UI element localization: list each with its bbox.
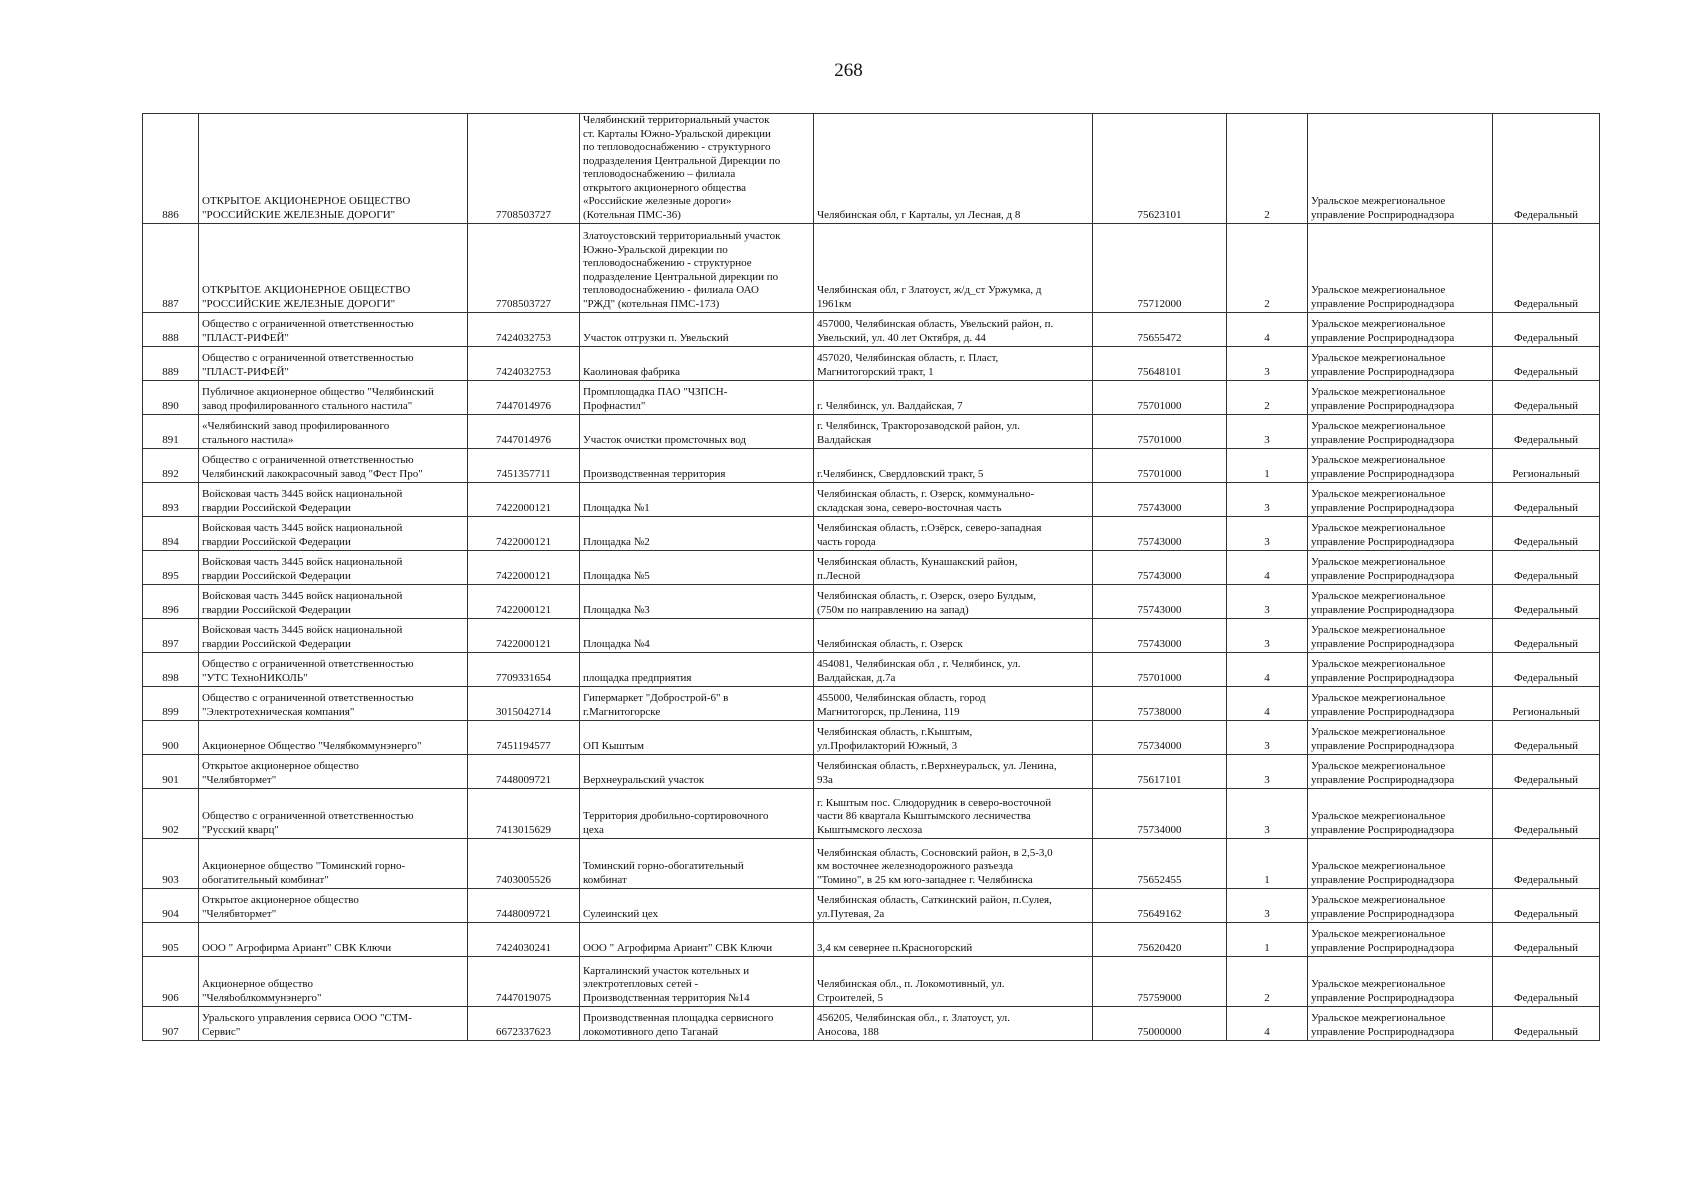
organization-name: Публичное акционерное общество "Челябинский завод профилированного стального настила"	[199, 381, 468, 415]
oktmo-code: 75652455	[1093, 839, 1227, 889]
row-number: 907	[143, 1007, 199, 1041]
organization-name: Открытое акционерное общество "Челябвтормет"	[199, 889, 468, 923]
object-name: Площадка №1	[580, 483, 814, 517]
risk-category: 3	[1227, 619, 1308, 653]
row-number: 890	[143, 381, 199, 415]
risk-category: 2	[1227, 381, 1308, 415]
table-row	[143, 517, 1600, 551]
organization-name: Войсковая часть 3445 войск национальной гвардии Российской Федерации	[199, 585, 468, 619]
table-row	[143, 923, 1600, 957]
oktmo-code: 75734000	[1093, 789, 1227, 839]
row-number: 891	[143, 415, 199, 449]
object-name: Площадка №2	[580, 517, 814, 551]
organization-name: Акционерное общество "Челяboблкоммунэнерго"	[199, 957, 468, 1007]
row-number: 892	[143, 449, 199, 483]
supervising-authority: Уральское межрегиональное управление Росприроднадзора	[1308, 585, 1493, 619]
oktmo-code: 75743000	[1093, 551, 1227, 585]
risk-category: 2	[1227, 957, 1308, 1007]
supervising-authority: Уральское межрегиональное управление Росприроднадзора	[1308, 839, 1493, 889]
oktmo-code: 75617101	[1093, 755, 1227, 789]
row-number: 901	[143, 755, 199, 789]
supervision-level: Федеральный	[1493, 923, 1600, 957]
organization-name: Общество с ограниченной ответственностью "Электротехническая компания"	[199, 687, 468, 721]
object-name: Территория дробильно-сортировочного цеха	[580, 789, 814, 839]
organization-name: Общество с ограниченной ответственностью "УТС ТехноНИКОЛЬ"	[199, 653, 468, 687]
oktmo-code: 75743000	[1093, 619, 1227, 653]
inn-value: 3015042714	[468, 687, 580, 721]
inn-value: 7422000121	[468, 483, 580, 517]
object-address: Челябинская область, г. Озерск	[814, 619, 1093, 653]
risk-category: 3	[1227, 347, 1308, 381]
table-row	[143, 114, 1600, 224]
supervision-level: Федеральный	[1493, 381, 1600, 415]
organization-name: ОТКРЫТОЕ АКЦИОНЕРНОЕ ОБЩЕСТВО "РОССИЙСКИЕ ЖЕЛЕЗНЫЕ ДОРОГИ"	[199, 114, 468, 224]
risk-category: 3	[1227, 517, 1308, 551]
organization-name: Уральского управления сервиса ООО "СТМ- Сервис"	[199, 1007, 468, 1041]
supervising-authority: Уральское межрегиональное управление Росприроднадзора	[1308, 1007, 1493, 1041]
object-name: Участок очистки промсточных вод	[580, 415, 814, 449]
inn-value: 7403005526	[468, 839, 580, 889]
organization-name: ООО " Агрофирма Ариант" СВК Ключи	[199, 923, 468, 957]
supervising-authority: Уральское межрегиональное управление Росприроднадзора	[1308, 381, 1493, 415]
object-address: 457000, Челябинская область, Увельский район, п. Увельский, ул. 40 лет Октября, д. 44	[814, 313, 1093, 347]
supervision-level: Федеральный	[1493, 755, 1600, 789]
row-number: 898	[143, 653, 199, 687]
object-address: Челябинская область, Саткинский район, п.Сулея, ул.Путевая, 2а	[814, 889, 1093, 923]
supervision-level: Федеральный	[1493, 114, 1600, 224]
object-address: 455000, Челябинская область, город Магнитогорск, пр.Ленина, 119	[814, 687, 1093, 721]
supervision-level: Федеральный	[1493, 653, 1600, 687]
supervising-authority: Уральское межрегиональное управление Росприроднадзора	[1308, 889, 1493, 923]
risk-category: 4	[1227, 687, 1308, 721]
supervision-level: Федеральный	[1493, 517, 1600, 551]
oktmo-code: 75701000	[1093, 653, 1227, 687]
oktmo-code: 75701000	[1093, 381, 1227, 415]
table-row	[143, 347, 1600, 381]
supervising-authority: Уральское межрегиональное управление Росприроднадзора	[1308, 415, 1493, 449]
page-number: 268	[834, 60, 863, 81]
oktmo-code: 75701000	[1093, 415, 1227, 449]
table-row	[143, 889, 1600, 923]
inn-value: 7422000121	[468, 517, 580, 551]
inn-value: 7708503727	[468, 224, 580, 313]
supervising-authority: Уральское межрегиональное управление Росприроднадзора	[1308, 957, 1493, 1007]
risk-category: 1	[1227, 449, 1308, 483]
supervising-authority: Уральское межрегиональное управление Росприроднадзора	[1308, 551, 1493, 585]
oktmo-code: 75738000	[1093, 687, 1227, 721]
supervision-level: Федеральный	[1493, 889, 1600, 923]
table-row	[143, 313, 1600, 347]
organization-name: Войсковая часть 3445 войск национальной гвардии Российской Федерации	[199, 483, 468, 517]
table-row	[143, 1007, 1600, 1041]
table-row	[143, 381, 1600, 415]
risk-category: 3	[1227, 755, 1308, 789]
supervision-level: Федеральный	[1493, 483, 1600, 517]
object-name: Челябинский территориальный участок ст. Карталы Южно-Уральской дирекции по тепловодоснабжению - структурного подразделения Центральной Дирекции по тепловодоснабжению – филиала открытого акционерного общества «Российские железные дороги» (Котельная ПМС-36)	[580, 114, 814, 224]
organization-name: Общество с ограниченной ответственностью "ПЛАСТ-РИФЕЙ"	[199, 347, 468, 381]
inn-value: 7451194577	[468, 721, 580, 755]
supervision-level: Федеральный	[1493, 1007, 1600, 1041]
table-row	[143, 551, 1600, 585]
risk-category: 4	[1227, 313, 1308, 347]
inn-value: 7447019075	[468, 957, 580, 1007]
table-row	[143, 789, 1600, 839]
supervising-authority: Уральское межрегиональное управление Росприроднадзора	[1308, 789, 1493, 839]
row-number: 889	[143, 347, 199, 381]
supervision-level: Региональный	[1493, 449, 1600, 483]
inn-value: 7424032753	[468, 313, 580, 347]
row-number: 902	[143, 789, 199, 839]
supervision-level: Региональный	[1493, 687, 1600, 721]
row-number: 886	[143, 114, 199, 224]
row-number: 887	[143, 224, 199, 313]
supervising-authority: Уральское межрегиональное управление Росприроднадзора	[1308, 114, 1493, 224]
object-address: г. Кыштым пос. Слюдорудник в северо-восточной части 86 квартала Кыштымского лесничества Кыштымского лесхоза	[814, 789, 1093, 839]
oktmo-code: 75743000	[1093, 585, 1227, 619]
oktmo-code: 75655472	[1093, 313, 1227, 347]
object-address: 3,4 км севернее п.Красногорский	[814, 923, 1093, 957]
supervision-level: Федеральный	[1493, 224, 1600, 313]
registry-table	[142, 113, 1600, 1041]
supervising-authority: Уральское межрегиональное управление Росприроднадзора	[1308, 755, 1493, 789]
row-number: 903	[143, 839, 199, 889]
table-row	[143, 224, 1600, 313]
inn-value: 7447014976	[468, 415, 580, 449]
organization-name: Общество с ограниченной ответственностью "Русский кварц"	[199, 789, 468, 839]
oktmo-code: 75620420	[1093, 923, 1227, 957]
table-row	[143, 653, 1600, 687]
supervising-authority: Уральское межрегиональное управление Росприроднадзора	[1308, 923, 1493, 957]
supervision-level: Федеральный	[1493, 551, 1600, 585]
risk-category: 3	[1227, 889, 1308, 923]
inn-value: 7448009721	[468, 755, 580, 789]
object-name: ОП Кыштым	[580, 721, 814, 755]
risk-category: 3	[1227, 721, 1308, 755]
inn-value: 7422000121	[468, 585, 580, 619]
inn-value: 7451357711	[468, 449, 580, 483]
organization-name: Войсковая часть 3445 войск национальной гвардии Российской Федерации	[199, 551, 468, 585]
risk-category: 3	[1227, 483, 1308, 517]
object-name: ООО " Агрофирма Ариант" СВК Ключи	[580, 923, 814, 957]
table-row	[143, 687, 1600, 721]
oktmo-code: 75759000	[1093, 957, 1227, 1007]
organization-name: ОТКРЫТОЕ АКЦИОНЕРНОЕ ОБЩЕСТВО "РОССИЙСКИЕ ЖЕЛЕЗНЫЕ ДОРОГИ"	[199, 224, 468, 313]
supervision-level: Федеральный	[1493, 347, 1600, 381]
oktmo-code: 75734000	[1093, 721, 1227, 755]
supervising-authority: Уральское межрегиональное управление Росприроднадзора	[1308, 224, 1493, 313]
supervising-authority: Уральское межрегиональное управление Росприроднадзора	[1308, 687, 1493, 721]
row-number: 895	[143, 551, 199, 585]
supervision-level: Федеральный	[1493, 839, 1600, 889]
object-name: Карталинский участок котельных и электротепловых сетей - Производственная территория №14	[580, 957, 814, 1007]
object-address: г.Челябинск, Свердловский тракт, 5	[814, 449, 1093, 483]
risk-category: 1	[1227, 923, 1308, 957]
object-name: Производственная территория	[580, 449, 814, 483]
object-name: Площадка №4	[580, 619, 814, 653]
supervising-authority: Уральское межрегиональное управление Росприроднадзора	[1308, 653, 1493, 687]
row-number: 894	[143, 517, 199, 551]
risk-category: 2	[1227, 114, 1308, 224]
oktmo-code: 75701000	[1093, 449, 1227, 483]
object-address: Челябинская область, г. Озерск, коммунально- складская зона, северо-восточная часть	[814, 483, 1093, 517]
object-address: Челябинская обл, г Златоуст, ж/д_ст Уржумка, д 1961км	[814, 224, 1093, 313]
row-number: 897	[143, 619, 199, 653]
supervision-level: Федеральный	[1493, 957, 1600, 1007]
object-name: Томинский горно-обогатительный комбинат	[580, 839, 814, 889]
supervising-authority: Уральское межрегиональное управление Росприроднадзора	[1308, 347, 1493, 381]
object-name: Промплощадка ПАО "ЧЗПСН- Профнастил"	[580, 381, 814, 415]
supervising-authority: Уральское межрегиональное управление Росприроднадзора	[1308, 619, 1493, 653]
object-address: Челябинская обл, г Карталы, ул Лесная, д 8	[814, 114, 1093, 224]
table-row	[143, 839, 1600, 889]
row-number: 893	[143, 483, 199, 517]
registry-table-wrapper	[142, 113, 1600, 1041]
oktmo-code: 75623101	[1093, 114, 1227, 224]
object-address: г. Челябинск, ул. Валдайская, 7	[814, 381, 1093, 415]
organization-name: Общество с ограниченной ответственностью "ПЛАСТ-РИФЕЙ"	[199, 313, 468, 347]
oktmo-code: 75649162	[1093, 889, 1227, 923]
row-number: 896	[143, 585, 199, 619]
organization-name: Акционерное Общество "Челябкоммунэнерго"	[199, 721, 468, 755]
row-number: 906	[143, 957, 199, 1007]
oktmo-code: 75743000	[1093, 483, 1227, 517]
inn-value: 7708503727	[468, 114, 580, 224]
object-address: Челябинская область, Сосновский район, в 2,5-3,0 км восточнее железнодорожного разъезда "Томино", в 25 км юго-западнее г. Челябинска	[814, 839, 1093, 889]
supervision-level: Федеральный	[1493, 721, 1600, 755]
object-name: Сулеинский цех	[580, 889, 814, 923]
risk-category: 3	[1227, 789, 1308, 839]
row-number: 904	[143, 889, 199, 923]
table-row	[143, 585, 1600, 619]
object-address: Челябинская область, г.Верхнеуральск, ул. Ленина, 93а	[814, 755, 1093, 789]
inn-value: 7424032753	[468, 347, 580, 381]
row-number: 905	[143, 923, 199, 957]
risk-category: 1	[1227, 839, 1308, 889]
organization-name: Акционерное общество "Томинский горно- обогатительный комбинат"	[199, 839, 468, 889]
table-row	[143, 415, 1600, 449]
organization-name: Войсковая часть 3445 войск национальной гвардии Российской Федерации	[199, 517, 468, 551]
organization-name: «Челябинский завод профилированного стального настила»	[199, 415, 468, 449]
inn-value: 6672337623	[468, 1007, 580, 1041]
table-row	[143, 755, 1600, 789]
risk-category: 4	[1227, 1007, 1308, 1041]
object-name: Верхнеуральский участок	[580, 755, 814, 789]
table-row	[143, 619, 1600, 653]
object-address: 457020, Челябинская область, г. Пласт, Магнитогорский тракт, 1	[814, 347, 1093, 381]
risk-category: 4	[1227, 551, 1308, 585]
oktmo-code: 75743000	[1093, 517, 1227, 551]
object-name: Каолиновая фабрика	[580, 347, 814, 381]
row-number: 899	[143, 687, 199, 721]
supervising-authority: Уральское межрегиональное управление Росприроднадзора	[1308, 313, 1493, 347]
object-name: площадка предприятия	[580, 653, 814, 687]
object-address: Челябинская область, Кунашакский район, п.Лесной	[814, 551, 1093, 585]
inn-value: 7448009721	[468, 889, 580, 923]
object-name: Производственная площадка сервисного локомотивного депо Таганай	[580, 1007, 814, 1041]
object-name: Златоустовский территориальный участок Южно-Уральской дирекции по тепловодоснабжению - структурное подразделение Центральной дирекции по тепловодоснабжению - филиала ОАО "РЖД" (котельная ПМС-173)	[580, 224, 814, 313]
oktmo-code: 75648101	[1093, 347, 1227, 381]
object-address: Челябинская обл., п. Локомотивный, ул. Строителей, 5	[814, 957, 1093, 1007]
object-address: 454081, Челябинская обл , г. Челябинск, ул. Валдайская, д.7а	[814, 653, 1093, 687]
risk-category: 3	[1227, 415, 1308, 449]
oktmo-code: 75712000	[1093, 224, 1227, 313]
supervising-authority: Уральское межрегиональное управление Росприроднадзора	[1308, 721, 1493, 755]
table-row	[143, 483, 1600, 517]
inn-value: 7709331654	[468, 653, 580, 687]
organization-name: Открытое акционерное общество "Челябвтормет"	[199, 755, 468, 789]
supervision-level: Федеральный	[1493, 619, 1600, 653]
supervision-level: Федеральный	[1493, 585, 1600, 619]
object-name: Гипермаркет "Добрострой-6" в г.Магнитогорске	[580, 687, 814, 721]
oktmo-code: 75000000	[1093, 1007, 1227, 1041]
supervising-authority: Уральское межрегиональное управление Росприроднадзора	[1308, 483, 1493, 517]
table-row	[143, 449, 1600, 483]
supervision-level: Федеральный	[1493, 415, 1600, 449]
inn-value: 7424030241	[468, 923, 580, 957]
inn-value: 7413015629	[468, 789, 580, 839]
table-row	[143, 721, 1600, 755]
supervision-level: Федеральный	[1493, 313, 1600, 347]
object-name: Участок отгрузки п. Увельский	[580, 313, 814, 347]
object-address: Челябинская область, г.Кыштым, ул.Профилакторий Южный, 3	[814, 721, 1093, 755]
row-number: 900	[143, 721, 199, 755]
organization-name: Общество с ограниченной ответственностью Челябинский лакокрасочный завод "Фест Про"	[199, 449, 468, 483]
object-address: Челябинская область, г.Озёрск, северо-западная часть города	[814, 517, 1093, 551]
supervising-authority: Уральское межрегиональное управление Росприроднадзора	[1308, 517, 1493, 551]
table-body	[143, 114, 1600, 1041]
row-number: 888	[143, 313, 199, 347]
risk-category: 3	[1227, 585, 1308, 619]
supervision-level: Федеральный	[1493, 789, 1600, 839]
object-address: г. Челябинск, Тракторозаводской район, ул. Валдайская	[814, 415, 1093, 449]
table-row	[143, 957, 1600, 1007]
object-address: 456205, Челябинская обл., г. Златоуст, ул. Аносова, 188	[814, 1007, 1093, 1041]
inn-value: 7422000121	[468, 551, 580, 585]
inn-value: 7447014976	[468, 381, 580, 415]
inn-value: 7422000121	[468, 619, 580, 653]
object-address: Челябинская область, г. Озерск, озеро Булдым, (750м по направлению на запад)	[814, 585, 1093, 619]
risk-category: 4	[1227, 653, 1308, 687]
organization-name: Войсковая часть 3445 войск национальной гвардии Российской Федерации	[199, 619, 468, 653]
supervising-authority: Уральское межрегиональное управление Росприроднадзора	[1308, 449, 1493, 483]
object-name: Площадка №3	[580, 585, 814, 619]
object-name: Площадка №5	[580, 551, 814, 585]
risk-category: 2	[1227, 224, 1308, 313]
